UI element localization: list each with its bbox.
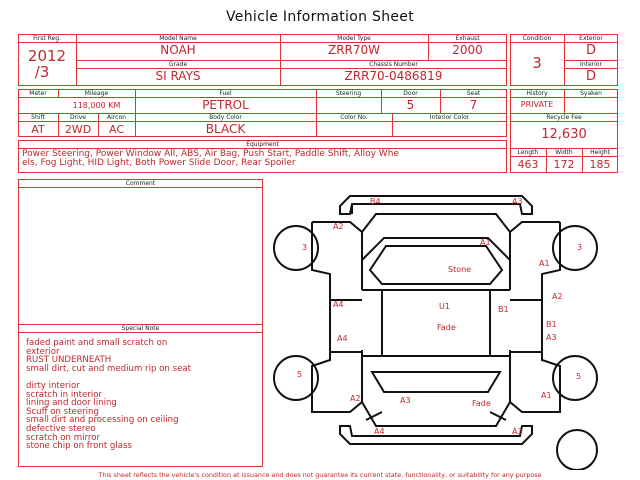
shift-label: Shift	[31, 114, 45, 121]
interior-value: D	[585, 69, 596, 84]
special-note-line: exterior	[26, 346, 60, 357]
damage-right-front-door: A2	[552, 292, 563, 301]
damage-left-front-fender: A2	[333, 222, 344, 231]
height-label: Height	[590, 149, 610, 156]
special-note-line: scratch on mirror	[26, 432, 100, 443]
exhaust-value: 2000	[452, 43, 483, 57]
meter-label: Meter	[29, 90, 47, 97]
door-value: 5	[406, 98, 415, 112]
aircon-value: AC	[108, 123, 124, 136]
equipment-line-1: Power Steering, Power Window All, ABS, Air Bag, Push Start, Paddle Shift, Alloy Whe	[22, 149, 399, 159]
damage-front-left: B4	[370, 197, 381, 206]
body-color-value: BLACK	[205, 122, 246, 136]
syaken-label: Syaken	[580, 90, 602, 97]
damage-roof-center: Fade	[437, 323, 456, 332]
special-note-line: dirty interior	[26, 380, 80, 391]
damage-rear-fade: Fade	[472, 399, 491, 408]
damage-left-quarter: A2	[350, 394, 361, 403]
page-title: Vehicle Information Sheet	[226, 9, 414, 25]
damage-right-rear-door-a: A3	[546, 333, 557, 342]
damage-tire-right-rear: 5	[576, 372, 582, 381]
grade-value: SI RAYS	[155, 69, 201, 83]
special-note-line: RUST UNDERNEATH	[26, 355, 112, 366]
aircon-label: Aircon	[107, 114, 126, 121]
length-label: Length	[517, 149, 539, 156]
equipment-line-2: els, Fog Light, HID Light, Both Power Slide Door, Rear Spoiler	[22, 158, 296, 168]
fuel-value: PETROL	[202, 98, 249, 112]
fuel-label: Fuel	[219, 90, 232, 97]
seat-label: Seat	[466, 90, 481, 97]
special-note-line: small dirt and processing on ceiling	[26, 415, 179, 426]
damage-left-rear-door: A4	[337, 334, 348, 343]
exhaust-label: Exhaust	[455, 35, 480, 42]
model-type-value: ZRR70W	[327, 43, 381, 57]
damage-rear-right: A3	[512, 427, 523, 436]
door-label: Door	[403, 90, 418, 97]
damage-right-front-fender: A1	[539, 259, 550, 268]
damage-tire-left-rear: 5	[297, 370, 303, 379]
special-note-line: defective stereo	[26, 423, 96, 434]
damage-left-front-door: A4	[333, 300, 344, 309]
length-value: 463	[517, 158, 539, 171]
steering-label: Steering	[335, 90, 362, 97]
mileage-value: 118,000 KM	[72, 101, 121, 110]
equipment-label: Equipment	[246, 141, 279, 148]
model-type-label: Model Type	[337, 35, 371, 42]
model-name-label: Model Name	[159, 35, 197, 42]
mileage-label: Mileage	[84, 90, 109, 97]
special-note-line: Scuff on steering	[26, 406, 99, 417]
comment-label: Comment	[125, 180, 156, 187]
recycle-fee-label: Recycle Fee	[546, 114, 582, 121]
chassis-value: ZRR70-0486819	[344, 69, 443, 83]
special-notes-list	[26, 339, 191, 451]
color-no-label: Color No.	[340, 114, 368, 121]
condition-value: 3	[532, 54, 542, 72]
condition-label: Condition	[522, 35, 552, 42]
disclaimer-footer: This sheet reflects the vehicle's condition at issuance and does not guarantee its current state, functionality, or suitability for any purpose	[98, 471, 542, 479]
special-note-label: Special Note	[121, 325, 160, 332]
damage-roof-right: B1	[498, 305, 509, 314]
recycle-fee-value: 12,630	[541, 127, 587, 142]
exterior-label: Exterior	[579, 35, 603, 42]
damage-rear-left: A4	[374, 427, 385, 436]
special-note-line: lining and door lining	[26, 398, 117, 409]
damage-tire-right-front: 3	[577, 243, 583, 252]
first-reg-year: 2012	[27, 47, 67, 65]
exterior-value: D	[585, 43, 596, 58]
damage-rear-center: A3	[400, 396, 411, 405]
damage-right-rear-door-b: B1	[546, 320, 557, 329]
history-label: History	[526, 90, 548, 97]
damage-front-right: A3	[512, 197, 523, 206]
damage-right-quarter: A1	[541, 391, 552, 400]
drive-value: 2WD	[64, 123, 92, 136]
first-reg-label: First Reg.	[33, 35, 61, 42]
first-reg-month: /3	[34, 63, 50, 81]
history-value: PRIVATE	[520, 100, 554, 109]
interior-label: Interior	[580, 61, 602, 68]
drive-label: Drive	[70, 114, 86, 121]
damage-hood: A1	[480, 238, 491, 247]
width-value: 172	[553, 158, 575, 171]
damage-tire-left-front: 3	[302, 243, 308, 252]
width-label: Width	[555, 149, 573, 156]
body-color-label: Body Color	[209, 114, 242, 121]
special-note-line: scratch in interior	[26, 389, 103, 400]
grade-label: Grade	[168, 61, 188, 68]
shift-value: AT	[31, 123, 45, 136]
special-note-line: stone chip on front glass	[26, 441, 132, 452]
model-name-value: NOAH	[160, 43, 196, 57]
seat-value: 7	[469, 98, 478, 112]
interior-color-label: Interior Color	[429, 114, 470, 121]
height-value: 185	[589, 158, 611, 171]
special-note-line: small dirt, cut and medium rip on seat	[26, 363, 191, 374]
damage-roof: U1	[439, 302, 450, 311]
special-note-line: faded paint and small scratch on	[26, 338, 168, 348]
chassis-label: Chassis Number	[369, 61, 418, 68]
damage-windshield: Stone	[448, 265, 472, 274]
